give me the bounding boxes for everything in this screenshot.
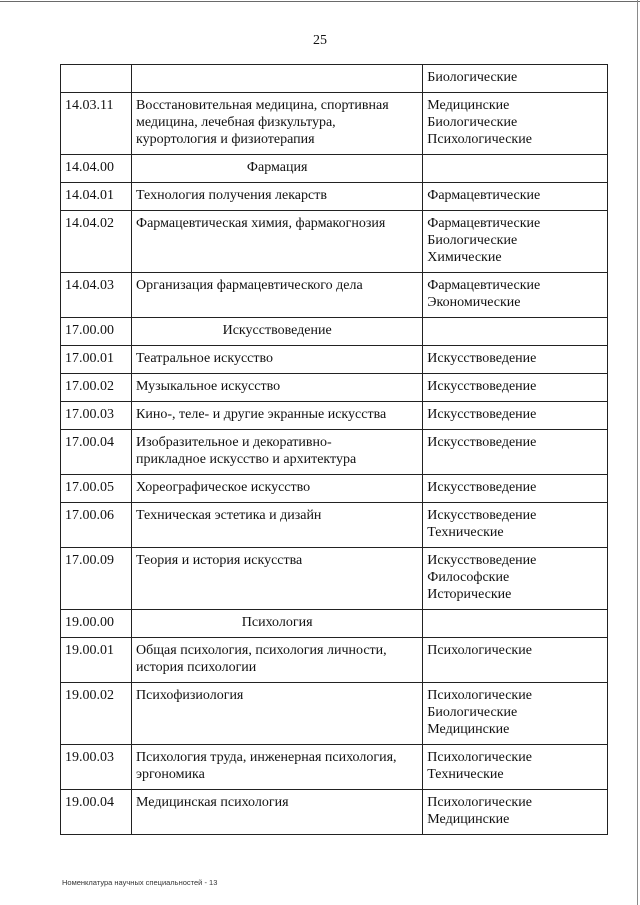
- specialty-name-line: Психология: [241, 615, 313, 630]
- specialty-name-line: Искусствоведение: [222, 323, 332, 338]
- science-line: Исторические: [427, 587, 512, 602]
- specialty-name: [132, 503, 423, 548]
- sciences-branch: [423, 346, 608, 374]
- specialty-name-line: Кино-, теле- и другие экранные искусства: [136, 407, 387, 422]
- specialty-code: 14.04.03: [61, 273, 132, 318]
- table-row: [61, 475, 608, 503]
- specialty-name: [132, 745, 423, 790]
- science-line: Медицинские: [427, 722, 510, 737]
- specialty-name-line: история психологии: [136, 660, 257, 675]
- specialty-name-line: Музыкальное искусство: [136, 379, 281, 394]
- sciences-branch: [423, 273, 608, 318]
- specialty-name: [132, 548, 423, 610]
- table-group-row: [61, 155, 608, 183]
- footer-text: Номенклатура научных специальностей - 13: [62, 878, 218, 887]
- science-line: Искусствоведение: [427, 553, 537, 568]
- specialty-code: 14.04.00: [61, 155, 132, 183]
- sciences-branch: [423, 65, 608, 93]
- specialty-name: [132, 430, 423, 475]
- specialty-name: [132, 475, 423, 503]
- science-line: Технические: [427, 525, 504, 540]
- specialty-name-line: Общая психология, психология личности,: [136, 643, 387, 658]
- sciences-branch: [423, 475, 608, 503]
- specialty-name: [132, 402, 423, 430]
- science-line: Биологические: [427, 705, 518, 720]
- specialty-code: 17.00.06: [61, 503, 132, 548]
- specialty-code: 17.00.03: [61, 402, 132, 430]
- specialty-name: [132, 65, 423, 93]
- specialty-code: 19.00.01: [61, 638, 132, 683]
- page-top-edge: [0, 1, 640, 2]
- specialty-name: [132, 346, 423, 374]
- specialty-name: [132, 683, 423, 745]
- specialty-code: 17.00.05: [61, 475, 132, 503]
- table-row: [61, 65, 608, 93]
- science-line: Психологические: [427, 750, 532, 765]
- science-line: Фармацевтические: [427, 278, 541, 293]
- specialty-code: 14.04.01: [61, 183, 132, 211]
- specialty-name-line: Восстановительная медицина, спортивная: [136, 98, 389, 113]
- science-line: Искусствоведение: [427, 351, 537, 366]
- specialty-code: 17.00.04: [61, 430, 132, 475]
- specialty-name-line: Техническая эстетика и дизайн: [136, 508, 322, 523]
- science-line: Искусствоведение: [427, 480, 537, 495]
- sciences-branch: [423, 318, 608, 346]
- sciences-branch: [423, 790, 608, 835]
- specialty-name-line: Психология труда, инженерная психология,: [136, 750, 397, 765]
- science-line: Психологические: [427, 795, 532, 810]
- science-line: Медицинские: [427, 98, 510, 113]
- table-row: [61, 503, 608, 548]
- table-group-row: [61, 318, 608, 346]
- group-title: [132, 610, 423, 638]
- specialties-table-body: [61, 65, 608, 835]
- science-line: Фармацевтические: [427, 188, 541, 203]
- group-title: [132, 155, 423, 183]
- table-row: [61, 93, 608, 155]
- specialty-name: [132, 273, 423, 318]
- science-line: Философские: [427, 570, 510, 585]
- group-title: [132, 318, 423, 346]
- specialty-name: [132, 93, 423, 155]
- sciences-branch: [423, 183, 608, 211]
- science-line: Психологические: [427, 688, 532, 703]
- table-row: [61, 430, 608, 475]
- specialty-name: [132, 790, 423, 835]
- science-line: Химические: [427, 250, 502, 265]
- sciences-branch: [423, 503, 608, 548]
- sciences-branch: [423, 402, 608, 430]
- specialty-name: [132, 211, 423, 273]
- specialty-name-line: Теория и история искусства: [136, 553, 303, 568]
- sciences-branch: [423, 93, 608, 155]
- specialty-name-line: Хореографическое искусство: [136, 480, 311, 495]
- specialty-name-line: медицина, лечебная физкультура,: [136, 115, 336, 130]
- sciences-branch: [423, 211, 608, 273]
- science-line: Биологические: [427, 70, 518, 85]
- specialty-code: 14.04.02: [61, 211, 132, 273]
- specialty-name-line: прикладное искусство и архитектура: [136, 452, 357, 467]
- science-line: Фармацевтические: [427, 216, 541, 231]
- specialty-name: [132, 638, 423, 683]
- specialty-code: 17.00.01: [61, 346, 132, 374]
- science-line: Психологические: [427, 132, 532, 147]
- sciences-branch: [423, 638, 608, 683]
- specialty-name-line: Фармация: [246, 160, 308, 175]
- specialty-name-line: Организация фармацевтического дела: [136, 278, 363, 293]
- science-line: Искусствоведение: [427, 407, 537, 422]
- specialty-code: 17.00.02: [61, 374, 132, 402]
- table-row: [61, 745, 608, 790]
- science-line: Искусствоведение: [427, 379, 537, 394]
- sciences-branch: [423, 155, 608, 183]
- table-row: [61, 273, 608, 318]
- specialty-code: 17.00.09: [61, 548, 132, 610]
- science-line: Биологические: [427, 233, 518, 248]
- table-row: [61, 211, 608, 273]
- science-line: Технические: [427, 767, 504, 782]
- table-row: [61, 790, 608, 835]
- specialty-code: 19.00.03: [61, 745, 132, 790]
- specialty-code: [61, 65, 132, 93]
- sciences-branch: [423, 430, 608, 475]
- table-row: [61, 374, 608, 402]
- sciences-branch: [423, 683, 608, 745]
- specialty-code: 19.00.00: [61, 610, 132, 638]
- page-right-edge: [637, 0, 638, 905]
- specialties-table: [60, 64, 608, 835]
- specialty-name-line: эргономика: [136, 767, 205, 782]
- table-row: [61, 683, 608, 745]
- science-line: Экономические: [427, 295, 521, 310]
- specialty-name: [132, 374, 423, 402]
- specialty-code: 19.00.04: [61, 790, 132, 835]
- sciences-branch: [423, 610, 608, 638]
- specialty-name-line: Медицинская психология: [136, 795, 289, 810]
- specialty-name-line: курортология и физиотерапия: [136, 132, 315, 147]
- table-row: [61, 183, 608, 211]
- science-line: Биологические: [427, 115, 518, 130]
- specialty-name: [132, 183, 423, 211]
- specialty-code: 14.03.11: [61, 93, 132, 155]
- specialty-name-line: Изобразительное и декоративно-: [136, 435, 332, 450]
- table-group-row: [61, 610, 608, 638]
- table-row: [61, 346, 608, 374]
- page-number: 25: [313, 33, 327, 48]
- sciences-branch: [423, 548, 608, 610]
- specialty-code: 17.00.00: [61, 318, 132, 346]
- specialty-name-line: Психофизиология: [136, 688, 244, 703]
- sciences-branch: [423, 745, 608, 790]
- table-row: [61, 638, 608, 683]
- science-line: Психологические: [427, 643, 532, 658]
- specialty-name-line: Театральное искусство: [136, 351, 274, 366]
- specialty-code: 19.00.02: [61, 683, 132, 745]
- specialty-name-line: Технология получения лекарств: [136, 188, 327, 203]
- table-row: [61, 402, 608, 430]
- sciences-branch: [423, 374, 608, 402]
- science-line: Искусствоведение: [427, 435, 537, 450]
- table-row: [61, 548, 608, 610]
- science-line: Медицинские: [427, 812, 510, 827]
- specialty-name-line: Фармацевтическая химия, фармакогнозия: [136, 216, 386, 231]
- science-line: Искусствоведение: [427, 508, 537, 523]
